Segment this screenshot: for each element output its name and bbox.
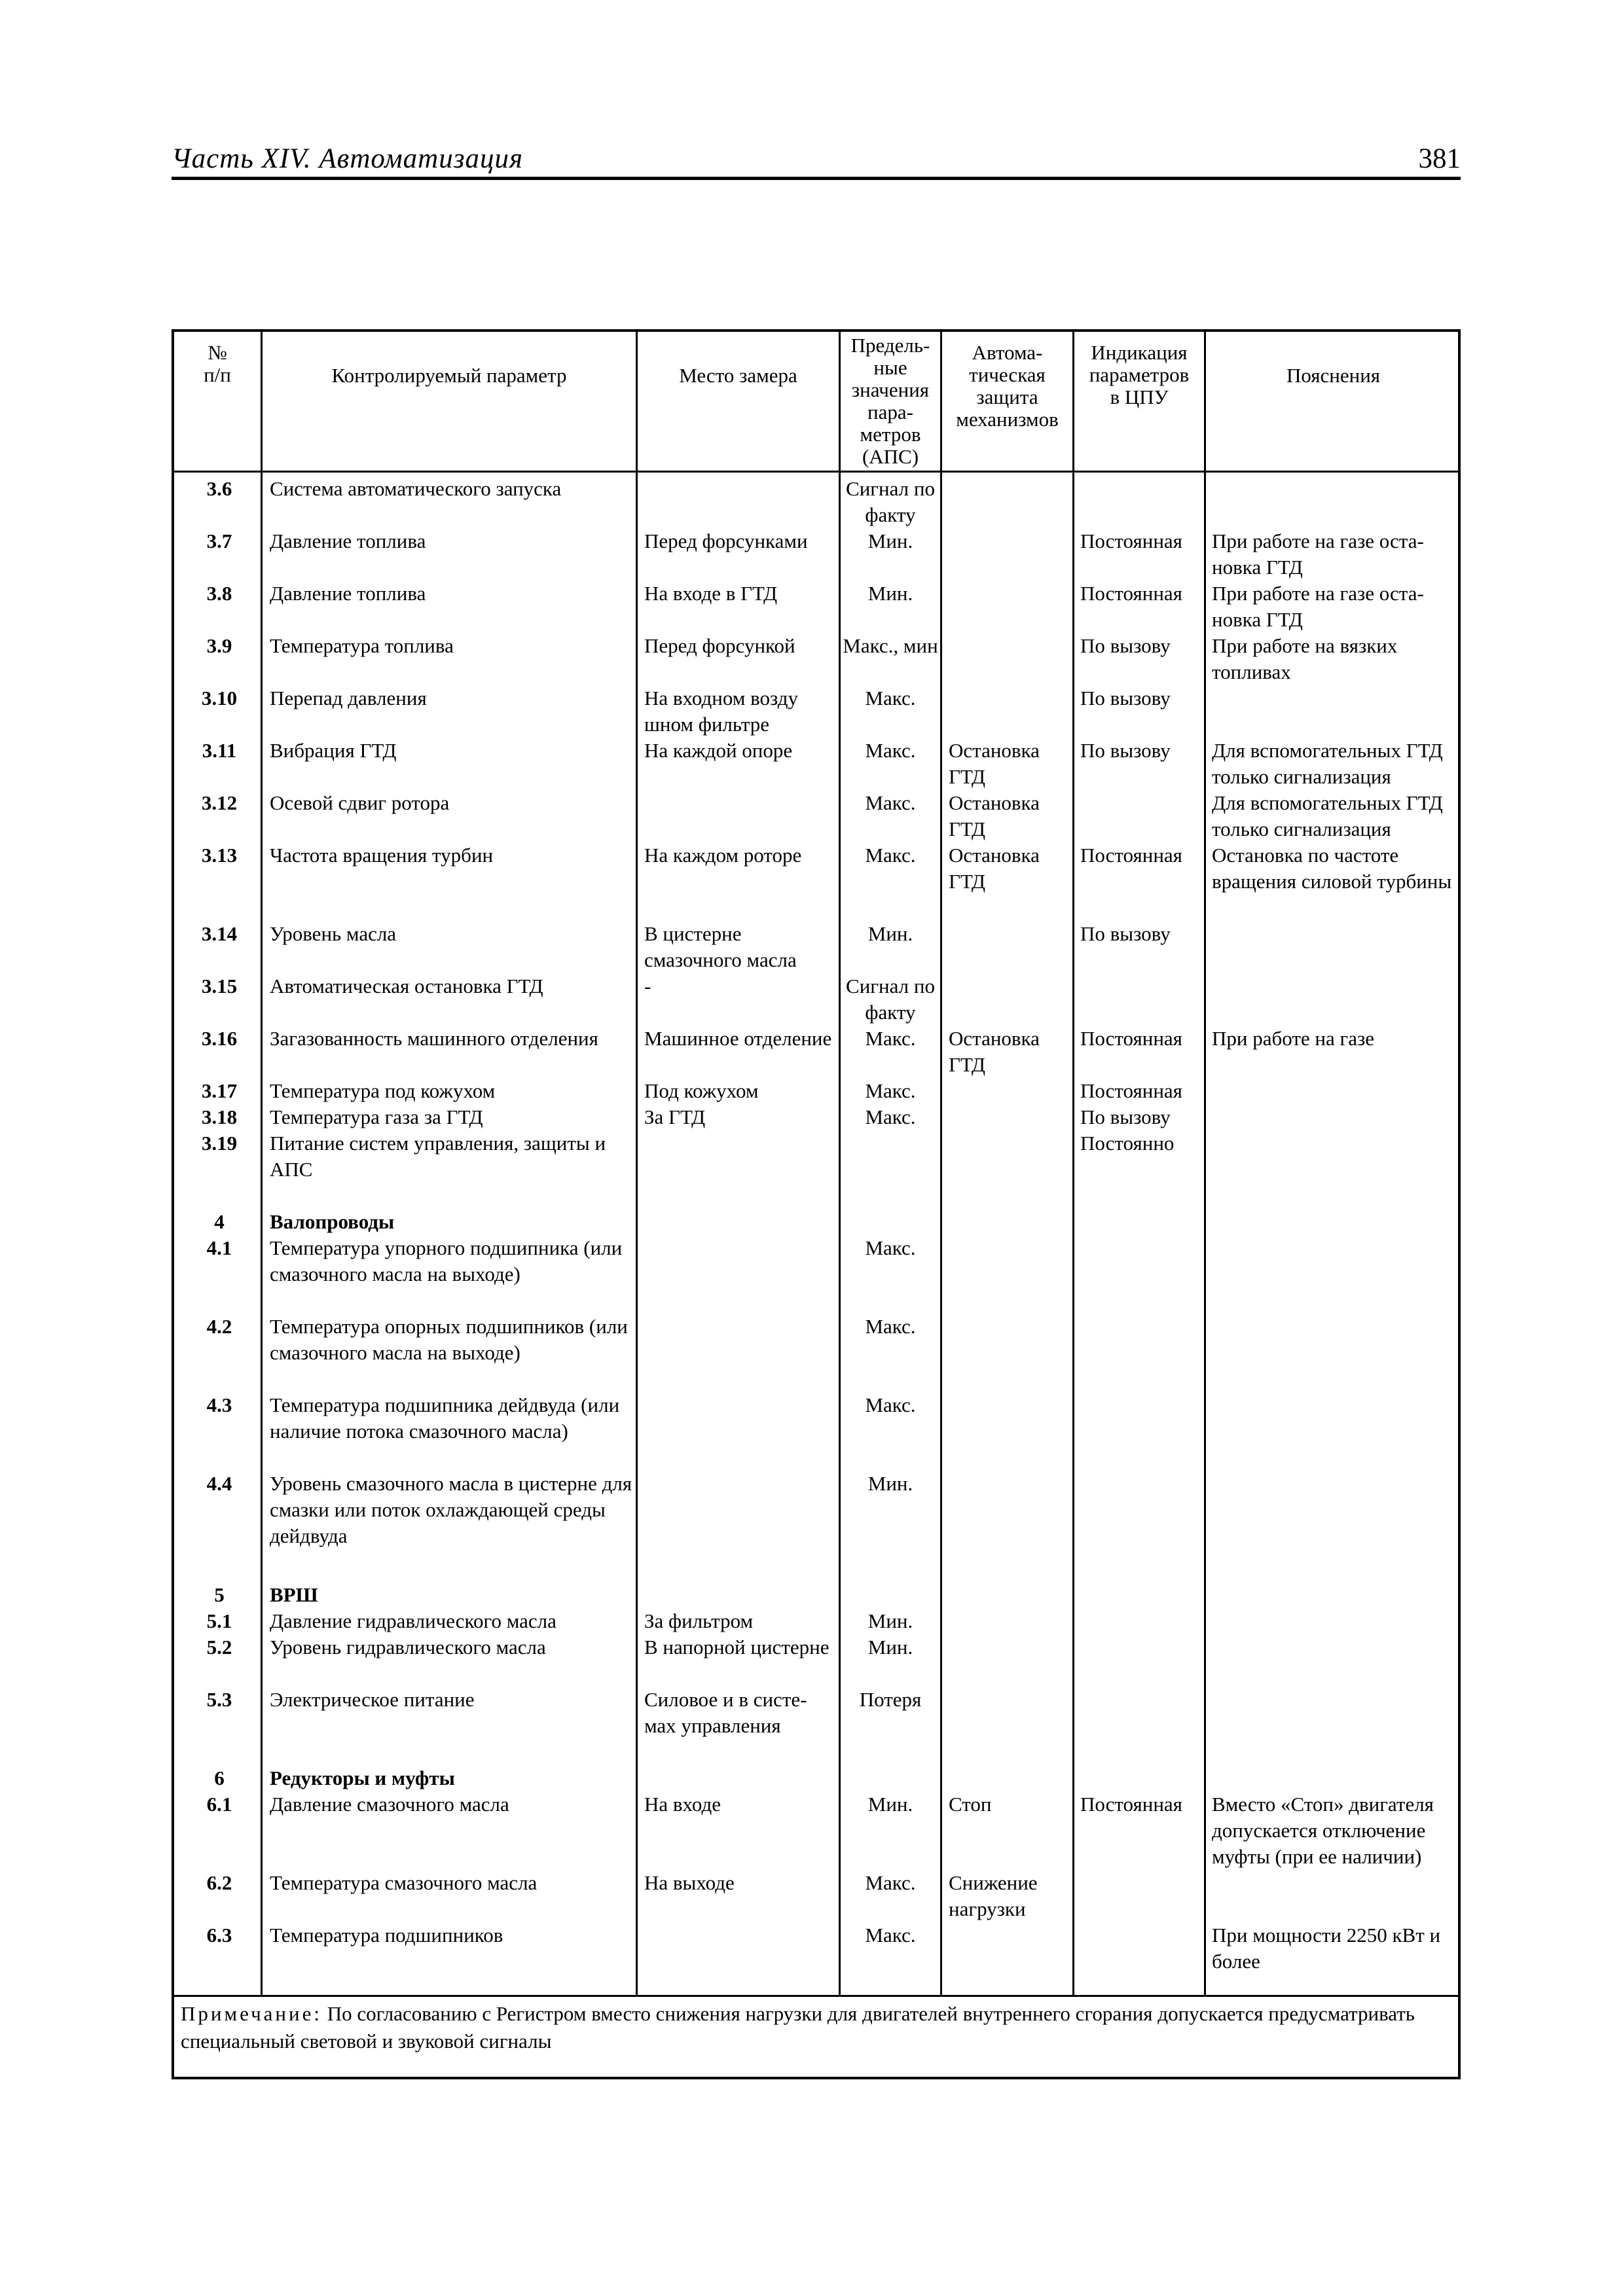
cell-place: Под кожухом (644, 1079, 759, 1102)
footnote-text: По согласованию с Регистром вместо снижения нагрузки для двигателей внутреннего сгорания допускается предусматривать специальный световой и звуковой сигналы (181, 2002, 1415, 2053)
cell-num: 3.19 (201, 1132, 238, 1155)
cell-param: Частота вращения турбин (270, 844, 494, 867)
cell-param: Уровень гидравлического масла (270, 1636, 546, 1659)
col-header-limit: Предель- ные значения пара- метров (АПС) (850, 334, 930, 468)
cell-param: Автоматическая остановка ГТД (270, 975, 543, 997)
cell-num: 3.6 (206, 477, 232, 500)
cell-limit: Макс. (865, 1315, 916, 1338)
cell-param: Давление топлива (270, 582, 426, 605)
header-separator (174, 471, 1458, 473)
table-footnote (181, 2000, 1450, 2055)
cell-limit: Мин. (867, 922, 913, 945)
cell-limit: Сигнал по факту (846, 975, 935, 1024)
cell-note: При работе на вязких топливах (1212, 634, 1398, 683)
cell-place: В цистерне смазочного масла (644, 922, 797, 971)
cell-param: Температура подшипников (270, 1924, 503, 1946)
cell-indic: По вызову (1080, 1105, 1171, 1128)
cell-param: Температура смазочного масла (270, 1871, 538, 1894)
cell-protect: Остановка ГТД (949, 844, 1040, 893)
cell-limit: Макс. (865, 1027, 916, 1050)
page-number: 381 (1418, 143, 1461, 174)
col-header-notes: Пояснения (1286, 364, 1381, 387)
cell-param: ВРШ (270, 1583, 318, 1606)
cell-param: Давление смазочного масла (270, 1793, 509, 1816)
cell-num: 5.3 (206, 1688, 232, 1711)
cell-num: 4.4 (206, 1472, 232, 1495)
cell-indic: Постоянная (1080, 844, 1182, 867)
cell-indic: По вызову (1080, 634, 1171, 657)
cell-limit: Макс., мин (843, 634, 938, 657)
cell-limit: Мин. (867, 1793, 913, 1816)
cell-protect: Остановка ГТД (949, 1027, 1040, 1076)
cell-limit: Мин. (867, 1609, 913, 1632)
cell-param: Валопроводы (270, 1210, 395, 1233)
cell-num: 3.8 (206, 582, 232, 605)
cell-note: При мощности 2250 кВт и более (1212, 1924, 1441, 1973)
header-rule (172, 177, 1461, 180)
cell-indic: Постоянная (1080, 1027, 1182, 1050)
col-header-number: № п/п (204, 341, 231, 386)
col-header-protection: Автома- тическая защита механизмов (956, 341, 1059, 431)
cell-limit: Мин. (867, 1472, 913, 1495)
cell-place: На каждом роторе (644, 844, 802, 867)
cell-param: Редукторы и муфты (270, 1767, 455, 1789)
cell-num: 3.13 (201, 844, 238, 867)
cell-note: Для вспомогательных ГТД только сигнализация (1212, 739, 1443, 788)
cell-protect: Остановка ГТД (949, 791, 1040, 840)
cell-num: 6 (214, 1767, 225, 1789)
cell-param: Температура топлива (270, 634, 454, 657)
cell-note: При работе на газе оста-новка ГТД (1212, 582, 1424, 631)
cell-note: Для вспомогательных ГТД только сигнализация (1212, 791, 1443, 840)
cell-num: 5.1 (206, 1609, 232, 1632)
cell-indic: Постоянная (1080, 529, 1182, 552)
cell-indic: Постоянная (1080, 1793, 1182, 1816)
cell-num: 3.18 (201, 1105, 238, 1128)
cell-num: 6.2 (206, 1871, 232, 1894)
cell-param: Уровень масла (270, 922, 397, 945)
cell-limit: Макс. (865, 1236, 916, 1259)
cell-place: На входе в ГТД (644, 582, 778, 605)
cell-num: 3.15 (201, 975, 238, 997)
cell-num: 4.1 (206, 1236, 232, 1259)
cell-note: При работе на газе (1212, 1027, 1374, 1050)
cell-num: 5.2 (206, 1636, 232, 1659)
cell-limit: Макс. (865, 1079, 916, 1102)
cell-num: 3.11 (202, 739, 237, 762)
footnote-label: Примечание: (181, 2002, 322, 2025)
parameters-table (172, 329, 1461, 2079)
cell-num: 3.10 (201, 687, 238, 709)
cell-indic: По вызову (1080, 922, 1171, 945)
cell-limit: Макс. (865, 791, 916, 814)
cell-limit: Мин. (867, 582, 913, 605)
page-header-title: Часть XIV. Автоматизация (172, 143, 523, 174)
cell-num: 6.3 (206, 1924, 232, 1946)
cell-param: Температура газа за ГТД (270, 1105, 483, 1128)
cell-param: Давление гидравлического масла (270, 1609, 556, 1632)
cell-limit: Макс. (865, 1924, 916, 1946)
cell-limit: Потеря (859, 1688, 922, 1711)
cell-num: 4.3 (206, 1393, 232, 1416)
cell-param: Перепад давления (270, 687, 427, 709)
cell-place: Перед форсунками (644, 529, 808, 552)
col-divider (261, 332, 263, 1995)
cell-param: Электрическое питание (270, 1688, 475, 1711)
footnote-separator (174, 1995, 1458, 1997)
cell-note: При работе на газе оста-новка ГТД (1212, 529, 1424, 579)
cell-param: Загазованность машинного отделения (270, 1027, 598, 1050)
cell-indic: По вызову (1080, 739, 1171, 762)
cell-param: Температура опорных подшипников (или смазочного масла на выходе) (270, 1315, 628, 1364)
cell-protect: Остановка ГТД (949, 739, 1040, 788)
col-divider (1204, 332, 1206, 1995)
col-divider (1072, 332, 1074, 1995)
cell-limit: Макс. (865, 1105, 916, 1128)
col-divider (636, 332, 638, 1995)
cell-place: На входе (644, 1793, 721, 1816)
cell-indic: Постоянная (1080, 1079, 1182, 1102)
cell-num: 3.16 (201, 1027, 238, 1050)
cell-param: Система автоматического запуска (270, 477, 562, 500)
cell-num: 4.2 (206, 1315, 232, 1338)
cell-param: Вибрация ГТД (270, 739, 397, 762)
cell-place: На выходе (644, 1871, 735, 1894)
cell-protect: Стоп (949, 1793, 992, 1816)
cell-protect: Снижение нагрузки (949, 1871, 1038, 1920)
cell-indic: Постоянная (1080, 582, 1182, 605)
cell-note: Вместо «Стоп» двигателя допускается отключение муфты (при ее наличии) (1212, 1793, 1434, 1868)
cell-param: Осевой сдвиг ротора (270, 791, 450, 814)
cell-param: Уровень смазочного масла в цистерне для смазки или поток охлаждающей среды дейдвуда (270, 1472, 632, 1547)
cell-place: В напорной цистерне (644, 1636, 830, 1659)
cell-indic: По вызову (1080, 687, 1171, 709)
cell-place: За ГТД (644, 1105, 706, 1128)
cell-place: Силовое и в систе-мах управления (644, 1688, 807, 1737)
col-divider (940, 332, 942, 1995)
cell-num: 3.17 (201, 1079, 238, 1102)
col-header-place: Место замера (679, 364, 797, 387)
cell-limit: Макс. (865, 1393, 916, 1416)
cell-num: 5 (214, 1583, 225, 1606)
cell-num: 3.14 (201, 922, 238, 945)
cell-indic: Постоянно (1080, 1132, 1175, 1155)
cell-num: 3.9 (206, 634, 232, 657)
cell-limit: Макс. (865, 687, 916, 709)
cell-place: На входном возду шном фильтре (644, 687, 798, 736)
cell-num: 3.12 (201, 791, 238, 814)
cell-num: 3.7 (206, 529, 232, 552)
cell-param: Температура подшипника дейдвуда (или наличие потока смазочного масла) (270, 1393, 620, 1443)
cell-param: Температура под кожухом (270, 1079, 496, 1102)
cell-limit: Мин. (867, 529, 913, 552)
cell-param: Давление топлива (270, 529, 426, 552)
cell-place: За фильтром (644, 1609, 754, 1632)
cell-limit: Макс. (865, 739, 916, 762)
cell-place: - (644, 975, 651, 997)
cell-place: На каждой опоре (644, 739, 793, 762)
col-header-parameter: Контролируемый параметр (331, 364, 567, 387)
cell-note: Остановка по частоте вращения силовой турбины (1212, 844, 1452, 893)
cell-place: Машинное отделение (644, 1027, 832, 1050)
cell-limit: Мин. (867, 1636, 913, 1659)
cell-limit: Макс. (865, 844, 916, 867)
col-header-indication: Индикация параметров в ЦПУ (1089, 341, 1190, 408)
cell-num: 6.1 (206, 1793, 232, 1816)
cell-param: Питание систем управления, защиты и АПС (270, 1132, 606, 1181)
cell-param: Температура упорного подшипника (или смазочного масла на выходе) (270, 1236, 623, 1285)
cell-place: Перед форсункой (644, 634, 795, 657)
cell-num: 4 (214, 1210, 225, 1233)
cell-limit: Макс. (865, 1871, 916, 1894)
cell-limit: Сигнал по факту (846, 477, 935, 526)
col-divider (839, 332, 841, 1995)
